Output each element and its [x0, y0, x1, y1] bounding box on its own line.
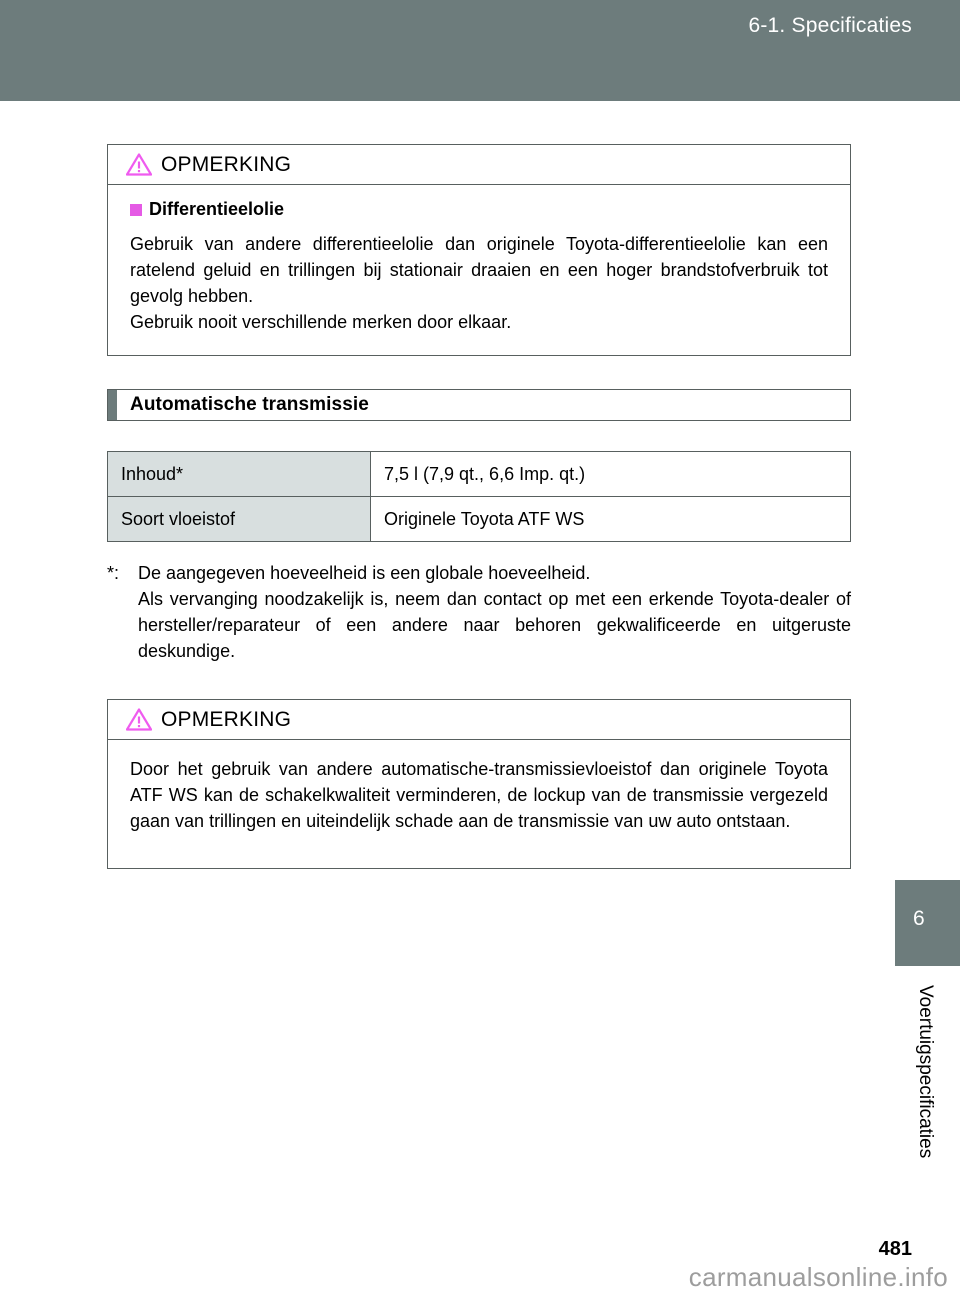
table-row: [108, 452, 851, 497]
notice-heading-label: OPMERKING: [161, 707, 292, 731]
page-number: 481: [878, 1238, 912, 1260]
page-content: [107, 0, 851, 869]
notice-box-transmissievloeistof: [107, 699, 851, 869]
footnote-marker: *:: [107, 563, 120, 583]
notice-header: [108, 145, 850, 185]
chapter-vertical-label: Voertuigspecificaties: [915, 985, 936, 1159]
notice-paragraph: Door het gebruik van andere automatische-transmissievloeistof dan originele Toyota ATF WS kan de schakelkwaliteit verminderen, de lockup van de transmissie vergezeld gaan van trillingen en uiteindelijk schade aan de transmissie van uw auto ontstaan.: [130, 759, 828, 831]
notice-header: [108, 700, 850, 740]
notice-heading-label: OPMERKING: [161, 152, 292, 176]
watermark: carmanualsonline.info: [688, 1262, 948, 1292]
notice-body: [108, 185, 850, 355]
table-cell-key: Inhoud*: [108, 452, 371, 497]
section-title-label: Automatische transmissie: [130, 394, 369, 415]
table-cell-value: Originele Toyota ATF WS: [371, 497, 851, 542]
notice-subheading: [130, 199, 828, 220]
notice-subheading-label: Differentieelolie: [149, 199, 285, 219]
chapter-number: 6: [913, 907, 925, 930]
chapter-tab: [895, 880, 960, 966]
table-row: [108, 497, 851, 542]
notice-paragraph-2: Gebruik nooit verschillende merken door elkaar.: [130, 312, 512, 332]
section-title-automatische-transmissie: [107, 389, 851, 421]
footnote-body: [138, 560, 851, 664]
table-cell-value: 7,5 l (7,9 qt., 6,6 Imp. qt.): [371, 452, 851, 497]
section-accent-bar: [108, 390, 117, 420]
notice-paragraph-1: Gebruik van andere differentieelolie dan originele Toyota-differentieelolie kan een ratelend geluid en trillingen bij stationair draaien en een hoger brandstofverbruik tot gevolg hebben.: [130, 234, 828, 306]
square-bullet-icon: [130, 204, 142, 216]
warning-triangle-icon: [126, 708, 152, 731]
warning-triangle-icon: [126, 153, 152, 176]
page-header-title: 6-1. Specificaties: [748, 14, 912, 37]
footnote-line-2: Als vervanging noodzakelijk is, neem dan contact op met een erkende Toyota-dealer of hersteller/reparateur of een andere naar behoren gekwalificeerde en uitgeruste deskundige.: [138, 589, 851, 661]
chapter-vertical-label-wrap: [895, 985, 960, 1245]
notice-body: [108, 740, 850, 868]
table-cell-key: Soort vloeistof: [108, 497, 371, 542]
specification-table: [107, 451, 851, 542]
footnote-line-1: De aangegeven hoeveelheid is een globale hoeveelheid.: [138, 563, 591, 583]
footnote: [107, 560, 851, 664]
notice-box-differentieelolie: [107, 144, 851, 356]
